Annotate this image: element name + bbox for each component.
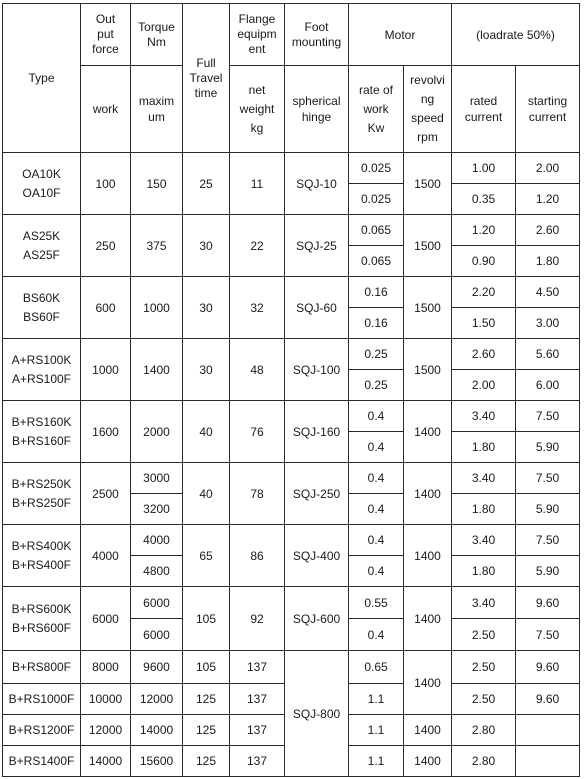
travel-time: 30 [183, 277, 230, 339]
rated-current: 3.40 [452, 463, 516, 494]
revolving-speed: 1400 [404, 463, 452, 525]
output-force: 10000 [81, 684, 131, 715]
rated-current: 1.80 [452, 432, 516, 463]
rate-of-work: 0.4 [349, 494, 404, 525]
travel-time: 30 [183, 215, 230, 277]
starting-current: 1.20 [516, 184, 580, 215]
table-row [3, 153, 580, 184]
net-weight: 86 [230, 525, 285, 587]
starting-current: 6.00 [516, 370, 580, 401]
travel-time: 30 [183, 339, 230, 401]
rate-of-work: 0.55 [349, 587, 404, 619]
starting-current: 2.00 [516, 153, 580, 184]
torque-value: 150 [131, 153, 183, 215]
starting-current: 4.50 [516, 277, 580, 308]
travel-time: 125 [183, 715, 230, 746]
output-force: 100 [81, 153, 131, 215]
model-type: B+RS800F [3, 651, 81, 684]
revolving-speed: 1400 [404, 715, 452, 746]
rated-current-header: rated current [452, 66, 516, 153]
table-row [3, 401, 580, 432]
travel-time: 40 [183, 401, 230, 463]
rate-of-work: 1.1 [349, 746, 404, 777]
torque-value: 1400 [131, 339, 183, 401]
output-force: 600 [81, 277, 131, 339]
flange-header: Flange equipm ent [230, 4, 285, 66]
model-type: B+RS600K B+RS600F [3, 587, 81, 651]
rated-current: 2.50 [452, 684, 516, 715]
model-type: B+RS160K B+RS160F [3, 401, 81, 463]
starting-current-header: starting current [516, 66, 580, 153]
net-weight: 137 [230, 715, 285, 746]
torque-value: 6000 [131, 587, 183, 619]
net-weight-header: net weight kg [230, 66, 285, 153]
torque-value: 4000 [131, 525, 183, 556]
output-force-header: Out put force [81, 4, 131, 66]
output-force: 4000 [81, 525, 131, 587]
rate-of-work: 0.4 [349, 619, 404, 651]
header-row-bottom [3, 66, 580, 153]
starting-current: 9.60 [516, 684, 580, 715]
output-force: 2500 [81, 463, 131, 525]
hinge-model: SQJ-400 [285, 525, 349, 587]
starting-current: 7.50 [516, 401, 580, 432]
starting-current: 3.00 [516, 308, 580, 339]
torque-value: 3000 [131, 463, 183, 494]
rated-current: 0.35 [452, 184, 516, 215]
starting-current: 5.90 [516, 556, 580, 587]
torque-value: 375 [131, 215, 183, 277]
model-type: B+RS1400F [3, 746, 81, 777]
table-row [3, 587, 580, 619]
maximum-header: maxim um [131, 66, 183, 153]
travel-time: 25 [183, 153, 230, 215]
output-force: 14000 [81, 746, 131, 777]
specification-table [2, 3, 580, 777]
work-header: work [81, 66, 131, 153]
rate-of-work: 0.4 [349, 463, 404, 494]
rated-current: 1.80 [452, 556, 516, 587]
output-force: 12000 [81, 715, 131, 746]
rated-current: 2.80 [452, 715, 516, 746]
torque-value: 6000 [131, 619, 183, 651]
output-force: 8000 [81, 651, 131, 684]
table-row [3, 651, 580, 684]
torque-value: 4800 [131, 556, 183, 587]
rate-of-work: 0.25 [349, 370, 404, 401]
output-force: 1000 [81, 339, 131, 401]
hinge-model: SQJ-60 [285, 277, 349, 339]
output-force: 6000 [81, 587, 131, 651]
rate-of-work: 0.065 [349, 215, 404, 246]
hinge-model: SQJ-250 [285, 463, 349, 525]
starting-current: 9.60 [516, 587, 580, 619]
revolving-speed: 1500 [404, 277, 452, 339]
model-type: OA10K OA10F [3, 153, 81, 215]
starting-current: 7.50 [516, 525, 580, 556]
net-weight: 137 [230, 651, 285, 684]
torque-value: 14000 [131, 715, 183, 746]
rated-current: 3.40 [452, 587, 516, 619]
net-weight: 92 [230, 587, 285, 651]
type-header: Type [3, 4, 81, 153]
rate-of-work: 0.4 [349, 556, 404, 587]
model-type: B+RS1000F [3, 684, 81, 715]
rate-of-work: 0.4 [349, 401, 404, 432]
starting-current: 5.60 [516, 339, 580, 370]
starting-current: 5.90 [516, 494, 580, 525]
rated-current: 3.40 [452, 525, 516, 556]
rated-current: 1.00 [452, 153, 516, 184]
rated-current: 1.20 [452, 215, 516, 246]
travel-time: 40 [183, 463, 230, 525]
rated-current: 2.80 [452, 746, 516, 777]
rate-of-work: 0.025 [349, 153, 404, 184]
rated-current: 1.50 [452, 308, 516, 339]
spherical-hinge-header: spherical hinge [285, 66, 349, 153]
travel-time: 105 [183, 587, 230, 651]
torque-value: 2000 [131, 401, 183, 463]
hinge-model: SQJ-25 [285, 215, 349, 277]
revolving-speed: 1500 [404, 153, 452, 215]
rated-current: 2.60 [452, 339, 516, 370]
revolving-speed: 1500 [404, 339, 452, 401]
rated-current: 0.90 [452, 246, 516, 277]
table-row [3, 339, 580, 370]
starting-current: 1.80 [516, 246, 580, 277]
rated-current: 2.50 [452, 619, 516, 651]
model-type: A+RS100K A+RS100F [3, 339, 81, 401]
travel-time: 65 [183, 525, 230, 587]
hinge-model: SQJ-100 [285, 339, 349, 401]
rate-of-work: 0.4 [349, 525, 404, 556]
hinge-model: SQJ-800 [285, 651, 349, 777]
net-weight: 137 [230, 684, 285, 715]
hinge-model: SQJ-600 [285, 587, 349, 651]
starting-current: 7.50 [516, 619, 580, 651]
model-type: BS60K BS60F [3, 277, 81, 339]
table-row [3, 525, 580, 556]
travel-time: 105 [183, 651, 230, 684]
output-force: 250 [81, 215, 131, 277]
hinge-model: SQJ-160 [285, 401, 349, 463]
full-travel-time-header: Full Travel time [183, 4, 230, 153]
rated-current: 2.20 [452, 277, 516, 308]
rated-current: 2.50 [452, 651, 516, 684]
rate-of-work: 0.25 [349, 339, 404, 370]
torque-value: 1000 [131, 277, 183, 339]
rated-current: 2.00 [452, 370, 516, 401]
net-weight: 137 [230, 746, 285, 777]
net-weight: 76 [230, 401, 285, 463]
motor-header: Motor [349, 4, 452, 66]
travel-time: 125 [183, 684, 230, 715]
header-row-top [3, 4, 580, 66]
revolving-speed: 1400 [404, 525, 452, 587]
table-row [3, 215, 580, 246]
rate-of-work: 0.065 [349, 246, 404, 277]
table-row [3, 463, 580, 494]
torque-header: Torque Nm [131, 4, 183, 66]
model-type: B+RS1200F [3, 715, 81, 746]
starting-current [516, 746, 580, 777]
model-type: B+RS400K B+RS400F [3, 525, 81, 587]
model-type: AS25K AS25F [3, 215, 81, 277]
net-weight: 32 [230, 277, 285, 339]
revolving-speed: 1400 [404, 746, 452, 777]
starting-current [516, 715, 580, 746]
rate-of-work: 0.025 [349, 184, 404, 215]
foot-mounting-header: Foot mounting [285, 4, 349, 66]
rate-of-work: 1.1 [349, 684, 404, 715]
rate-of-work: 0.4 [349, 432, 404, 463]
starting-current: 9.60 [516, 651, 580, 684]
revolving-speed: 1500 [404, 215, 452, 277]
hinge-model: SQJ-10 [285, 153, 349, 215]
rate-of-work: 1.1 [349, 715, 404, 746]
loadrate-header: (loadrate 50%) [452, 4, 580, 66]
rated-current: 1.80 [452, 494, 516, 525]
revolving-speed: 1400 [404, 401, 452, 463]
revolving-speed: 1400 [404, 587, 452, 651]
starting-current: 5.90 [516, 432, 580, 463]
rated-current: 3.40 [452, 401, 516, 432]
net-weight: 78 [230, 463, 285, 525]
revolving-speed-header: revolvi ng speed rpm [404, 66, 452, 153]
starting-current: 7.50 [516, 463, 580, 494]
net-weight: 22 [230, 215, 285, 277]
starting-current: 2.60 [516, 215, 580, 246]
net-weight: 48 [230, 339, 285, 401]
torque-value: 12000 [131, 684, 183, 715]
torque-value: 3200 [131, 494, 183, 525]
net-weight: 11 [230, 153, 285, 215]
rate-of-work: 0.16 [349, 308, 404, 339]
output-force: 1600 [81, 401, 131, 463]
rate-of-work: 0.65 [349, 651, 404, 684]
torque-value: 15600 [131, 746, 183, 777]
torque-value: 9600 [131, 651, 183, 684]
rate-of-work: 0.16 [349, 277, 404, 308]
table-row [3, 277, 580, 308]
rate-of-work-header: rate of work Kw [349, 66, 404, 153]
travel-time: 125 [183, 746, 230, 777]
model-type: B+RS250K B+RS250F [3, 463, 81, 525]
revolving-speed: 1400 [404, 651, 452, 715]
